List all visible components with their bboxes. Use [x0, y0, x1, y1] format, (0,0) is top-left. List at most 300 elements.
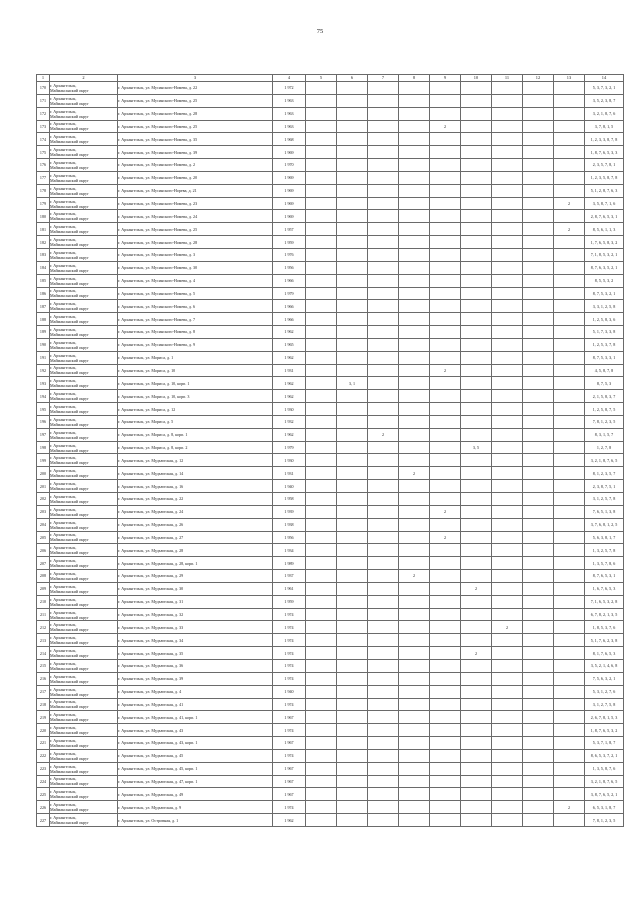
column-9-cell — [430, 737, 461, 750]
column-7-cell — [368, 467, 399, 480]
column-7-cell — [368, 570, 399, 583]
district-name: Маймаксанский округ — [50, 293, 89, 299]
column-6-cell — [337, 493, 368, 506]
column-9-cell — [430, 300, 461, 313]
year-cell: 1 989 — [273, 557, 306, 570]
column-13-cell — [554, 120, 585, 133]
column-10-cell — [461, 313, 492, 326]
table-row — [37, 326, 624, 339]
column-9-cell — [430, 480, 461, 493]
column-9-cell — [430, 801, 461, 814]
code-cell: 6, 5, 3, 1, 8, 7 — [585, 801, 624, 814]
district-cell — [50, 788, 118, 801]
column-9-cell — [430, 685, 461, 698]
city-name: г. Архангельск, — [50, 725, 77, 731]
district-name: Маймаксанский округ — [50, 537, 89, 543]
district-cell — [50, 775, 118, 788]
district-cell — [50, 441, 118, 454]
code-cell: 5, 1, 7, 3, 3, 8 — [585, 326, 624, 339]
address-cell: г. Архангельск, ул. Мусинского-Номева, д. 28 — [118, 107, 273, 120]
address-cell: г. Архангельск, ул. Мусинского-Номева, д. 25 — [118, 120, 273, 133]
column-13-cell — [554, 659, 585, 672]
city-name: г. Архангельск, — [50, 365, 77, 371]
column-6-cell — [337, 351, 368, 364]
column-13-cell — [554, 634, 585, 647]
column-10-cell: 2 — [461, 582, 492, 595]
table-row — [37, 454, 624, 467]
column-10-cell — [461, 493, 492, 506]
column-6-cell — [337, 223, 368, 236]
column-7-cell — [368, 634, 399, 647]
column-12-cell — [523, 210, 554, 223]
table-body — [37, 82, 624, 827]
year-cell: 1 956 — [273, 261, 306, 274]
column-10-cell — [461, 184, 492, 197]
column-8-cell — [399, 94, 430, 107]
row-number: 222 — [37, 749, 50, 762]
column-5-cell — [306, 287, 337, 300]
column-6-cell — [337, 582, 368, 595]
district-name: Маймаксанский округ — [50, 601, 89, 607]
city-name: г. Архангельск, — [50, 789, 77, 795]
column-6-cell — [337, 236, 368, 249]
column-11-cell — [492, 634, 523, 647]
district-name: Маймаксанский округ — [50, 460, 89, 466]
table-row — [37, 557, 624, 570]
column-6-cell — [337, 94, 368, 107]
column-10-cell — [461, 326, 492, 339]
column-12-cell — [523, 454, 554, 467]
column-10-cell — [461, 724, 492, 737]
district-cell — [50, 531, 118, 544]
column-11-cell — [492, 326, 523, 339]
column-11-cell — [492, 711, 523, 724]
column-5-cell — [306, 608, 337, 621]
column-7-cell — [368, 338, 399, 351]
column-13-cell — [554, 724, 585, 737]
table-row — [37, 724, 624, 737]
row-number: 184 — [37, 261, 50, 274]
address-cell: г. Архангельск, ул. Мориса, д. 10 — [118, 364, 273, 377]
district-cell — [50, 582, 118, 595]
district-name: Маймаксанский округ — [50, 357, 89, 363]
row-number: 179 — [37, 197, 50, 210]
column-11-cell — [492, 441, 523, 454]
district-name: Маймаксанский округ — [50, 267, 89, 273]
column-8-cell — [399, 659, 430, 672]
column-10-cell — [461, 351, 492, 364]
column-6-cell — [337, 788, 368, 801]
housing-register-table — [36, 74, 624, 827]
column-10-cell — [461, 480, 492, 493]
city-name: г. Архангельск, — [50, 211, 77, 217]
column-11-cell — [492, 261, 523, 274]
year-cell: 1 979 — [273, 287, 306, 300]
city-name: г. Архангельск, — [50, 391, 77, 397]
table-row — [37, 518, 624, 531]
column-10-cell — [461, 415, 492, 428]
column-7-cell — [368, 274, 399, 287]
column-11-cell — [492, 749, 523, 762]
city-name: г. Архангельск, — [50, 609, 77, 615]
column-8-cell — [399, 608, 430, 621]
address-cell: г. Архангельск, ул. Мориса, д. 12 — [118, 403, 273, 416]
column-9-cell — [430, 621, 461, 634]
row-number: 181 — [37, 223, 50, 236]
column-13-cell — [554, 467, 585, 480]
column-10-cell — [461, 621, 492, 634]
city-name: г. Архангельск, — [50, 121, 77, 127]
column-13-cell — [554, 493, 585, 506]
row-number: 218 — [37, 698, 50, 711]
address-cell: г. Архангельск, ул. Мудьюгская, д. 35 — [118, 647, 273, 660]
district-cell — [50, 120, 118, 133]
district-name: Маймаксанский округ — [50, 216, 89, 222]
code-cell: 1, 2, 3, 5, 8, 7, 8 — [585, 171, 624, 184]
table-row — [37, 415, 624, 428]
column-11-cell — [492, 120, 523, 133]
city-name: г. Архангельск, — [50, 660, 77, 666]
district-cell — [50, 184, 118, 197]
column-13-cell — [554, 261, 585, 274]
year-cell: 1 963 — [273, 120, 306, 133]
district-cell — [50, 801, 118, 814]
district-name: Маймаксанский округ — [50, 511, 89, 517]
row-number: 195 — [37, 403, 50, 416]
column-8-cell — [399, 493, 430, 506]
column-9-cell — [430, 338, 461, 351]
code-cell: 1, 3, 5, 7, 8, 6 — [585, 557, 624, 570]
address-cell: г. Архангельск, ул. Мориса, д. 1 — [118, 351, 273, 364]
column-12-cell — [523, 338, 554, 351]
column-6-cell — [337, 197, 368, 210]
column-8-cell — [399, 441, 430, 454]
column-12-cell — [523, 762, 554, 775]
row-number: 224 — [37, 775, 50, 788]
city-name: г. Архангельск, — [50, 352, 77, 358]
code-cell: 8, 7, 5, 3, 2, 1 — [585, 287, 624, 300]
column-10-cell — [461, 801, 492, 814]
column-12-cell — [523, 467, 554, 480]
column-5-cell — [306, 415, 337, 428]
column-6-cell — [337, 107, 368, 120]
column-header-6: 6 — [337, 75, 368, 82]
column-13-cell — [554, 775, 585, 788]
column-6-cell — [337, 801, 368, 814]
column-10-cell: 2 — [461, 647, 492, 660]
code-cell: 1, 2, 5, 8, 3, 6 — [585, 313, 624, 326]
column-10-cell — [461, 403, 492, 416]
year-cell: 1 974 — [273, 621, 306, 634]
column-5-cell — [306, 518, 337, 531]
city-name: г. Архангельск, — [50, 416, 77, 422]
column-13-cell — [554, 441, 585, 454]
code-cell: 1, 3, 2, 5, 7, 8 — [585, 544, 624, 557]
column-11-cell — [492, 133, 523, 146]
column-9-cell — [430, 634, 461, 647]
address-cell: г. Архангельск, ул. Мориса, д. 10, корп. 3 — [118, 390, 273, 403]
column-6-cell — [337, 313, 368, 326]
column-8-cell: 2 — [399, 570, 430, 583]
column-12-cell — [523, 326, 554, 339]
column-12-cell — [523, 595, 554, 608]
address-cell: г. Архангельск, ул. Мудьюгская, д. 28 — [118, 544, 273, 557]
column-6-cell — [337, 428, 368, 441]
column-7-cell — [368, 698, 399, 711]
column-7-cell — [368, 248, 399, 261]
district-name: Маймаксанский округ — [50, 139, 89, 145]
city-name: г. Архангельск, — [50, 134, 77, 140]
city-name: г. Архангельск, — [50, 185, 77, 191]
column-5-cell — [306, 197, 337, 210]
column-6-cell — [337, 570, 368, 583]
column-10-cell — [461, 248, 492, 261]
city-name: г. Архангельск, — [50, 159, 77, 165]
row-number: 177 — [37, 171, 50, 184]
column-13-cell — [554, 698, 585, 711]
city-name: г. Архангельск, — [50, 108, 77, 114]
column-7-cell — [368, 133, 399, 146]
district-cell — [50, 814, 118, 827]
district-cell — [50, 210, 118, 223]
column-10-cell — [461, 711, 492, 724]
column-13-cell — [554, 711, 585, 724]
column-header-5: 5 — [306, 75, 337, 82]
column-8-cell — [399, 313, 430, 326]
district-cell — [50, 608, 118, 621]
column-12-cell — [523, 724, 554, 737]
column-10-cell — [461, 467, 492, 480]
column-5-cell — [306, 133, 337, 146]
column-8-cell — [399, 505, 430, 518]
year-cell: 1 959 — [273, 595, 306, 608]
year-cell: 1 974 — [273, 634, 306, 647]
column-7-cell — [368, 557, 399, 570]
column-header-13: 13 — [554, 75, 585, 82]
row-number: 171 — [37, 94, 50, 107]
column-10-cell — [461, 544, 492, 557]
code-cell: 8, 5, 6, 1, 1, 3 — [585, 223, 624, 236]
column-8-cell — [399, 326, 430, 339]
district-name: Маймаксанский округ — [50, 203, 89, 209]
column-10-cell — [461, 210, 492, 223]
column-11-cell — [492, 659, 523, 672]
district-name: Маймаксанский округ — [50, 421, 89, 427]
year-cell: 1 940 — [273, 480, 306, 493]
column-5-cell — [306, 685, 337, 698]
column-13-cell — [554, 480, 585, 493]
column-11-cell — [492, 210, 523, 223]
column-6-cell — [337, 146, 368, 159]
column-11-cell — [492, 415, 523, 428]
column-header-2: 2 — [50, 75, 118, 82]
column-12-cell — [523, 788, 554, 801]
column-9-cell — [430, 159, 461, 172]
table-row — [37, 505, 624, 518]
district-name: Маймаксанский округ — [50, 486, 89, 492]
column-11-cell — [492, 223, 523, 236]
table-row — [37, 467, 624, 480]
column-11-cell — [492, 724, 523, 737]
city-name: г. Архангельск, — [50, 545, 77, 551]
address-cell: г. Архангельск, ул. Мудьюгская, д. 41 — [118, 698, 273, 711]
row-number: 217 — [37, 685, 50, 698]
column-8-cell — [399, 184, 430, 197]
column-9-cell — [430, 454, 461, 467]
column-6-cell — [337, 454, 368, 467]
row-number: 196 — [37, 415, 50, 428]
district-name: Маймаксанский округ — [50, 242, 89, 248]
district-name: Маймаксанский округ — [50, 742, 89, 748]
column-12-cell — [523, 351, 554, 364]
column-12-cell — [523, 582, 554, 595]
code-cell: 2, 3, 8, 7, 5, 1 — [585, 480, 624, 493]
row-number: 193 — [37, 377, 50, 390]
column-10-cell — [461, 788, 492, 801]
city-name: г. Архангельск, — [50, 699, 77, 705]
district-name: Маймаксанский округ — [50, 653, 89, 659]
table-row — [37, 544, 624, 557]
district-name: Маймаксанский округ — [50, 498, 89, 504]
table-row — [37, 338, 624, 351]
column-11-cell — [492, 480, 523, 493]
column-12-cell — [523, 634, 554, 647]
column-7-cell — [368, 197, 399, 210]
year-cell: 1 974 — [273, 659, 306, 672]
city-name: г. Архангельск, — [50, 635, 77, 641]
address-cell: г. Архангельск, ул. Мусинского-Номева, д. 3 — [118, 248, 273, 261]
column-5-cell — [306, 531, 337, 544]
row-number: 178 — [37, 184, 50, 197]
column-12-cell — [523, 236, 554, 249]
column-10-cell — [461, 377, 492, 390]
district-cell — [50, 236, 118, 249]
address-cell: г. Архангельск, ул. Мудьюгская, д. 28, корп. 1 — [118, 557, 273, 570]
column-10-cell — [461, 814, 492, 827]
address-cell: г. Архангельск, ул. Мусинского-Номева, д. 2 — [118, 159, 273, 172]
column-9-cell — [430, 236, 461, 249]
year-cell: 1 966 — [273, 274, 306, 287]
column-6-cell — [337, 505, 368, 518]
column-5-cell — [306, 659, 337, 672]
year-cell: 1 966 — [273, 313, 306, 326]
column-7-cell — [368, 788, 399, 801]
column-10-cell — [461, 82, 492, 95]
column-13-cell — [554, 82, 585, 95]
city-name: г. Архангельск, — [50, 802, 77, 808]
row-number: 175 — [37, 146, 50, 159]
table-row — [37, 287, 624, 300]
column-9-cell — [430, 390, 461, 403]
address-cell: г. Архангельск, ул. Мудьюгская, д. 30 — [118, 582, 273, 595]
column-6-cell — [337, 210, 368, 223]
column-9-cell — [430, 582, 461, 595]
column-header-12: 12 — [523, 75, 554, 82]
column-9-cell — [430, 467, 461, 480]
code-cell: 2, 1, 5, 8, 3, 7 — [585, 390, 624, 403]
code-cell: 8, 7, 6, 3, 5, 2, 1 — [585, 261, 624, 274]
district-name: Маймаксанский округ — [50, 113, 89, 119]
year-cell: 1 979 — [273, 441, 306, 454]
column-7-cell — [368, 441, 399, 454]
year-cell: 1 934 — [273, 544, 306, 557]
row-number: 183 — [37, 248, 50, 261]
column-11-cell — [492, 390, 523, 403]
code-cell: 1, 6, 7, 6, 5, 3 — [585, 582, 624, 595]
address-cell: г. Архангельск, ул. Мориса, д. 8, корп. 2 — [118, 441, 273, 454]
column-5-cell — [306, 236, 337, 249]
column-9-cell — [430, 647, 461, 660]
district-name: Маймаксанский округ — [50, 614, 89, 620]
address-cell: г. Архангельск, ул. Мусинского-Номева, д. 35 — [118, 133, 273, 146]
column-9-cell — [430, 274, 461, 287]
column-7-cell — [368, 737, 399, 750]
district-cell — [50, 570, 118, 583]
district-name: Маймаксанский округ — [50, 383, 89, 389]
column-9-cell — [430, 261, 461, 274]
column-12-cell — [523, 313, 554, 326]
column-6-cell — [337, 441, 368, 454]
column-5-cell — [306, 326, 337, 339]
column-5-cell — [306, 749, 337, 762]
row-number: 209 — [37, 582, 50, 595]
column-8-cell — [399, 698, 430, 711]
column-10-cell — [461, 608, 492, 621]
district-name: Маймаксанский округ — [50, 306, 89, 312]
district-cell — [50, 711, 118, 724]
district-cell — [50, 159, 118, 172]
column-13-cell — [554, 159, 585, 172]
column-13-cell — [554, 672, 585, 685]
table-row — [37, 390, 624, 403]
column-11-cell — [492, 159, 523, 172]
column-12-cell — [523, 377, 554, 390]
year-cell: 1 967 — [273, 711, 306, 724]
code-cell: 8, 7, 5, 3 — [585, 377, 624, 390]
column-8-cell — [399, 428, 430, 441]
table-row — [37, 775, 624, 788]
column-13-cell — [554, 171, 585, 184]
column-6-cell — [337, 480, 368, 493]
column-11-cell — [492, 351, 523, 364]
address-cell: г. Архангельск, ул. Мусинского-Номева, д. 8 — [118, 326, 273, 339]
row-number: 220 — [37, 724, 50, 737]
column-13-cell — [554, 749, 585, 762]
code-cell: 7, 6, 5, 1, 3, 8 — [585, 505, 624, 518]
district-cell — [50, 505, 118, 518]
column-13-cell — [554, 788, 585, 801]
address-cell: г. Архангельск, ул. Мудьюгская, д. 43 — [118, 724, 273, 737]
column-13-cell — [554, 236, 585, 249]
year-cell: 1 970 — [273, 159, 306, 172]
column-8-cell — [399, 210, 430, 223]
column-10-cell — [461, 133, 492, 146]
column-9-cell — [430, 544, 461, 557]
table-row — [37, 248, 624, 261]
column-10-cell — [461, 364, 492, 377]
column-12-cell — [523, 659, 554, 672]
column-5-cell — [306, 338, 337, 351]
column-9-cell — [430, 775, 461, 788]
year-cell: 1 963 — [273, 94, 306, 107]
column-13-cell — [554, 107, 585, 120]
year-cell: 1 974 — [273, 647, 306, 660]
column-13-cell — [554, 364, 585, 377]
column-11-cell — [492, 595, 523, 608]
column-7-cell — [368, 287, 399, 300]
column-13-cell — [554, 570, 585, 583]
row-number: 172 — [37, 107, 50, 120]
